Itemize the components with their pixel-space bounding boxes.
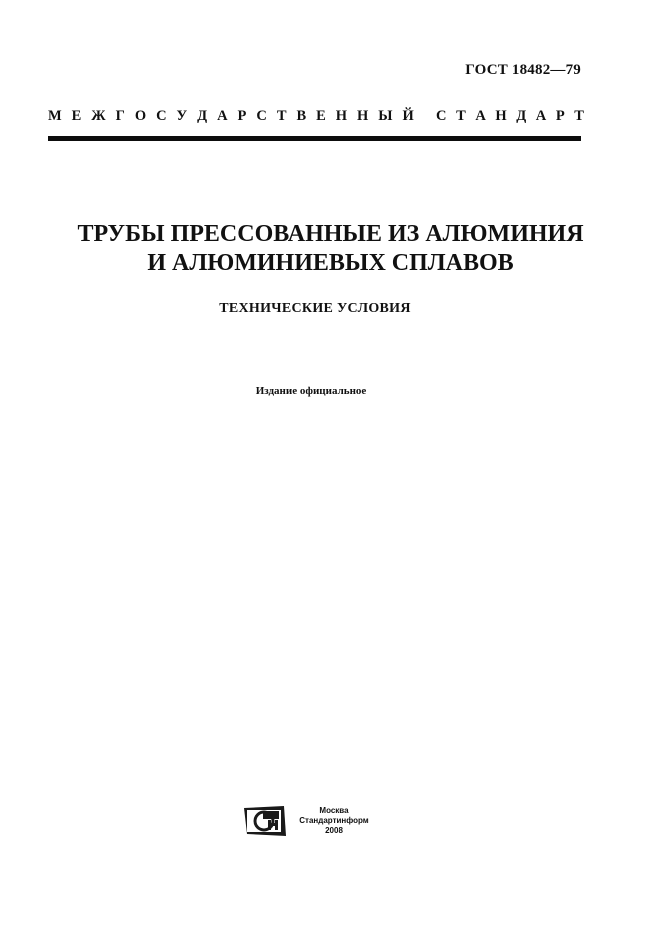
heading-letter: Н (335, 108, 348, 124)
publisher-city: Москва (319, 806, 349, 815)
heading-letter: Й (402, 108, 414, 124)
heading-letter: Р (555, 108, 565, 124)
heading-letter: Ж (91, 108, 106, 124)
heading-letter: А (475, 108, 486, 124)
document-title-line-1: ТРУБЫ ПРЕССОВАННЫЕ ИЗ АЛЮМИНИЯ (77, 221, 584, 247)
standard-type-heading (48, 108, 584, 125)
heading-letter: Д (516, 108, 527, 124)
heading-letter: В (296, 108, 307, 124)
heading-letter: О (134, 108, 147, 124)
gost-number: ГОСТ 18482—79 (465, 62, 581, 78)
edition-note: Издание официальное (255, 385, 367, 397)
heading-letter: Р (237, 108, 247, 124)
standard-type-word-standard (436, 108, 584, 125)
header-rule (48, 136, 581, 141)
publisher-imprint (294, 806, 374, 836)
standartinform-logo-icon (244, 806, 286, 836)
publisher-block (244, 806, 374, 836)
document-title-line-2: И АЛЮМИНИЕВЫХ СПЛАВОВ (147, 250, 514, 276)
heading-letter: У (176, 108, 188, 124)
publisher-name: Стандартинформ (299, 816, 369, 825)
heading-letter: А (535, 108, 547, 124)
heading-letter: Е (316, 108, 326, 124)
heading-letter: А (217, 108, 228, 124)
document-subtitle: ТЕХНИЧЕСКИЕ УСЛОВИЯ (219, 301, 411, 316)
heading-letter: Е (71, 108, 82, 124)
heading-letter: Т (574, 108, 584, 124)
heading-letter: Ы (378, 108, 393, 124)
document-title (0, 220, 661, 278)
standard-type-word-interstate (48, 108, 414, 125)
heading-letter: М (48, 108, 62, 124)
heading-letter: Н (357, 108, 369, 124)
heading-letter: Т (276, 108, 287, 124)
heading-letter: Н (495, 108, 507, 124)
heading-letter: С (436, 108, 447, 124)
heading-letter: С (156, 108, 167, 124)
heading-letter: Г (115, 108, 125, 124)
heading-letter: Т (456, 108, 466, 124)
publisher-year: 2008 (325, 826, 343, 835)
heading-letter: С (256, 108, 267, 124)
heading-letter: Д (197, 108, 208, 124)
